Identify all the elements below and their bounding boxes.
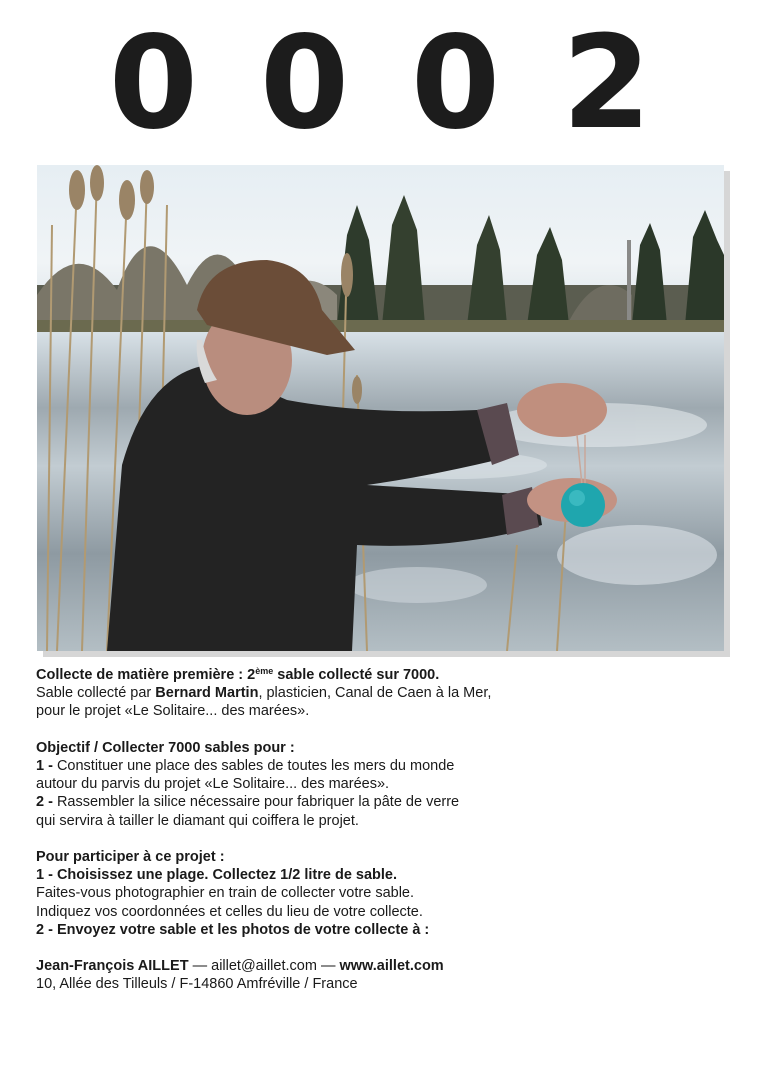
participate-heading: [36, 848, 726, 866]
issue-digit: 2: [562, 9, 652, 158]
objective-item-1: [36, 757, 726, 775]
issue-digit: 0: [108, 9, 198, 158]
objective-item-2-text: Rassembler la silice nécessaire pour fabriquer la pâte de verre: [52, 794, 460, 811]
participate-step-1-line-3: Indiquez vos coordonnées et celles du lieu de votre collecte.: [36, 903, 423, 920]
ordinal-suffix: ème: [255, 666, 274, 676]
contact-line: [36, 957, 726, 975]
photo-illustration: [37, 165, 724, 651]
sand-collection-photo: [37, 165, 724, 651]
issue-digit: 0: [411, 9, 501, 158]
collector-name: Bernard Martin: [155, 685, 259, 702]
objective-item-1-number: 1 -: [36, 758, 53, 774]
contact-separator: —: [316, 958, 340, 975]
objective-heading-text: Objectif / Collecter 7000 sables pour :: [36, 739, 295, 756]
contact-separator: —: [188, 958, 212, 975]
intro-count: sable collecté sur 7000.: [273, 667, 440, 683]
participate-heading-text: Pour participer à ce projet :: [36, 849, 225, 865]
objective-item-1-text: Constituer une place des sables de toutes les mers du monde: [52, 758, 455, 774]
photo-frame: [37, 165, 724, 651]
intro-line-1: [36, 666, 726, 684]
contact-website-link[interactable]: www.aillet.com: [339, 958, 444, 975]
participate-step-1: [36, 866, 726, 884]
collector-details: , plasticien, Canal de Caen à la Mer,: [258, 685, 492, 702]
intro-line-2: [36, 684, 726, 702]
participate-step-1-line-2: Faites-vous photographier en train de collecter votre sable.: [36, 885, 415, 902]
participate-step-2: [36, 921, 726, 939]
participate-step-1-text: 1 - Choisissez une plage. Collectez 1/2 litre de sable.: [36, 867, 398, 884]
objective-item-1-cont: autour du parvis du projet «Le Solitaire... des marées».: [36, 776, 390, 793]
contact-name: Jean-François AILLET: [36, 958, 189, 975]
objective-item-2: [36, 793, 726, 811]
intro-collect-label: Collecte de matière première : 2: [36, 667, 256, 683]
tree-line: [37, 195, 724, 332]
description-text: [36, 666, 726, 994]
contact-email-link[interactable]: aillet@aillet.com: [211, 958, 317, 975]
issue-digit: 0: [259, 9, 349, 158]
objective-item-2-number: 2 -: [36, 794, 53, 811]
issue-number: [0, 9, 760, 158]
intro-line-3: pour le projet «Le Solitaire... des marées».: [36, 703, 310, 720]
contact-address: 10, Allée des Tilleuls / F-14860 Amfréville / France: [36, 976, 358, 993]
objective-heading: [36, 739, 726, 757]
participate-step-2-text: 2 - Envoyez votre sable et les photos de votre collecte à :: [36, 921, 430, 938]
objective-item-2-cont: qui servira à tailler le diamant qui coiffera le projet.: [36, 812, 359, 829]
collected-by-label: Sable collecté par: [36, 685, 156, 702]
